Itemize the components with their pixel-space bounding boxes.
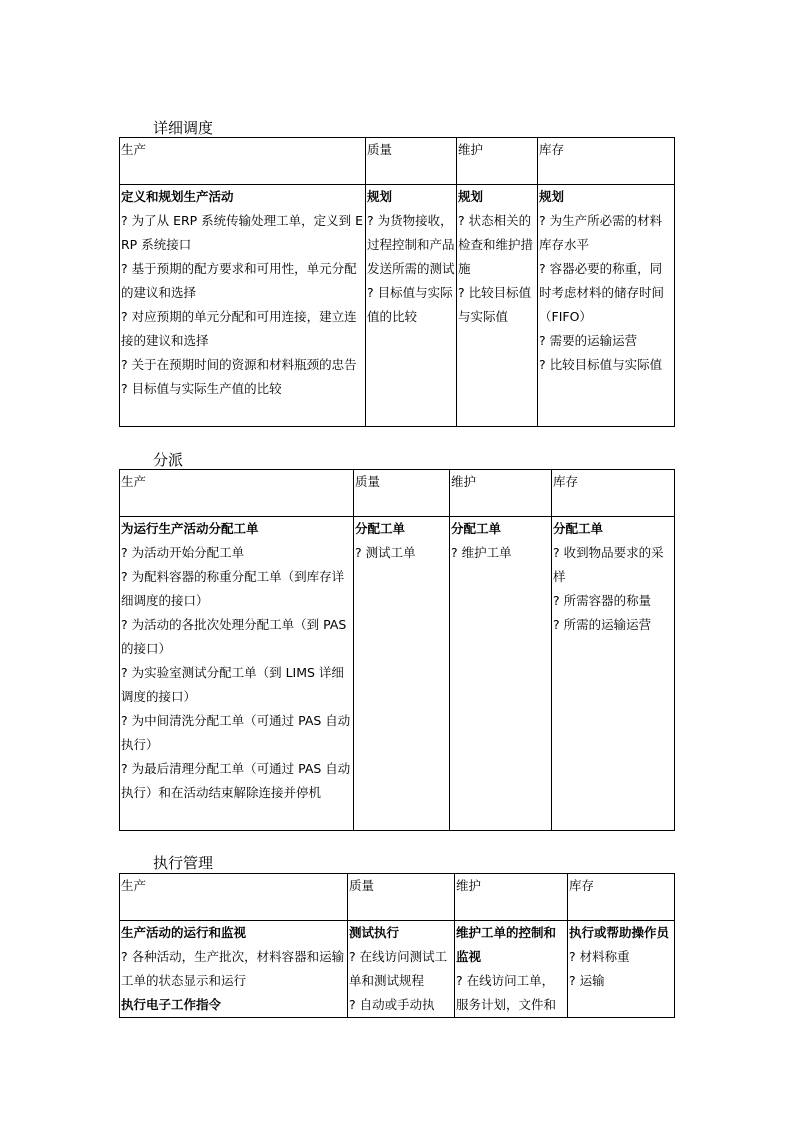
table-header-row	[120, 138, 675, 185]
list-item: ? 为了从 ERP 系统传输处理工单，定义到 ERP 系统接口	[121, 209, 364, 257]
header-maintenance: 维护	[457, 138, 538, 185]
list-item: ? 收到物品要求的采样	[553, 541, 673, 589]
table-body-row	[120, 921, 675, 1018]
cell-subheading: 分配工单	[553, 521, 604, 536]
list-item: ? 所需容器的称量	[553, 589, 673, 613]
header-inventory: 库存	[538, 138, 675, 185]
header-production: 生产	[120, 874, 348, 921]
cell-subheading: 规划	[367, 189, 393, 204]
cell-subheading: 生产活动的运行和监视	[121, 925, 247, 940]
cell-subheading: 规划	[539, 189, 565, 204]
cell-production	[120, 185, 366, 427]
list-item: ? 为最后清理分配工单（可通过 PAS 自动执行）和在活动结束解除连接并停机	[121, 757, 352, 805]
list-item: ? 比较目标值与实际值	[458, 281, 536, 329]
header-production: 生产	[120, 470, 354, 517]
list-item: ? 基于预期的配方要求和可用性，单元分配的建议和选择	[121, 257, 364, 305]
list-item: ? 自动或手动执	[349, 993, 453, 1017]
header-maintenance: 维护	[455, 874, 568, 921]
cell-subheading: 定义和规划生产活动	[121, 189, 234, 204]
list-item: ? 需要的运输运营	[539, 329, 673, 353]
list-item: ? 为中间清洗分配工单（可通过 PAS 自动执行）	[121, 709, 352, 757]
cell-subheading: 为运行生产活动分配工单	[121, 521, 259, 536]
section-title-execution-management: 执行管理	[153, 854, 214, 872]
header-quality: 质量	[348, 874, 455, 921]
list-item: ? 状态相关的检查和维护措施	[458, 209, 536, 281]
list-item: ? 关于在预期时间的资源和材料瓶颈的忠告	[121, 353, 364, 377]
table-body-row	[120, 517, 675, 831]
list-item: ? 运输	[569, 969, 673, 993]
section-title-dispatching: 分派	[153, 451, 184, 469]
header-production: 生产	[120, 138, 366, 185]
cell-quality	[366, 185, 457, 427]
list-item: ? 目标值与实际值的比较	[367, 281, 455, 329]
header-maintenance: 维护	[450, 470, 552, 517]
list-item: ? 所需的运输运营	[553, 613, 673, 637]
list-item: ? 对应预期的单元分配和可用连接，建立连接的建议和选择	[121, 305, 364, 353]
list-item: ? 维护工单	[451, 541, 550, 565]
cell-maintenance	[457, 185, 538, 427]
list-item: ? 为货物接收，过程控制和产品发送所需的测试	[367, 209, 455, 281]
header-quality: 质量	[354, 470, 450, 517]
list-item: ? 为活动的各批次处理分配工单（到 PAS 的接口）	[121, 613, 352, 661]
list-item: ? 在线访问测试工单和测试规程	[349, 945, 453, 993]
list-item: ? 材料称重	[569, 945, 673, 969]
list-item: ? 目标值与实际生产值的比较	[121, 377, 364, 401]
section-title-detailed-scheduling: 详细调度	[153, 119, 214, 137]
list-item: ? 测试工单	[355, 541, 448, 565]
header-inventory: 库存	[552, 470, 675, 517]
cell-subheading: 测试执行	[349, 925, 400, 940]
dispatching-table	[119, 469, 675, 831]
list-item: ? 各种活动，生产批次，材料容器和运输工单的状态显示和运行	[121, 945, 346, 993]
header-quality: 质量	[366, 138, 457, 185]
cell-production	[120, 517, 354, 831]
cell-subheading: 维护工单的控制和监视	[456, 925, 557, 964]
cell-quality	[348, 921, 455, 1018]
list-item: ? 容器必要的称重，同时考虑材料的储存时间（FIFO）	[539, 257, 673, 329]
table-header-row	[120, 874, 675, 921]
list-item: ? 为活动开始分配工单	[121, 541, 352, 565]
cell-subheading-2: 执行电子工作指令	[121, 997, 222, 1012]
cell-maintenance	[455, 921, 568, 1018]
table-body-row	[120, 185, 675, 427]
cell-subheading: 分配工单	[451, 521, 502, 536]
header-inventory: 库存	[568, 874, 675, 921]
cell-maintenance	[450, 517, 552, 831]
cell-inventory	[552, 517, 675, 831]
cell-production	[120, 921, 348, 1018]
detailed-scheduling-table	[119, 137, 675, 427]
cell-inventory	[568, 921, 675, 1018]
list-item: ? 为实验室测试分配工单（到 LIMS 详细调度的接口）	[121, 661, 352, 709]
list-item: ? 为配料容器的称重分配工单（到库存详细调度的接口）	[121, 565, 352, 613]
table-header-row	[120, 470, 675, 517]
cell-quality	[354, 517, 450, 831]
list-item: ? 在线访问工单，服务计划，文件和	[456, 969, 566, 1017]
cell-subheading: 分配工单	[355, 521, 406, 536]
cell-inventory	[538, 185, 675, 427]
execution-management-table	[119, 873, 675, 1018]
cell-subheading: 执行或帮助操作员	[569, 925, 670, 940]
cell-subheading: 规划	[458, 189, 484, 204]
list-item: ? 比较目标值与实际值	[539, 353, 673, 377]
list-item: ? 为生产所必需的材料库存水平	[539, 209, 673, 257]
